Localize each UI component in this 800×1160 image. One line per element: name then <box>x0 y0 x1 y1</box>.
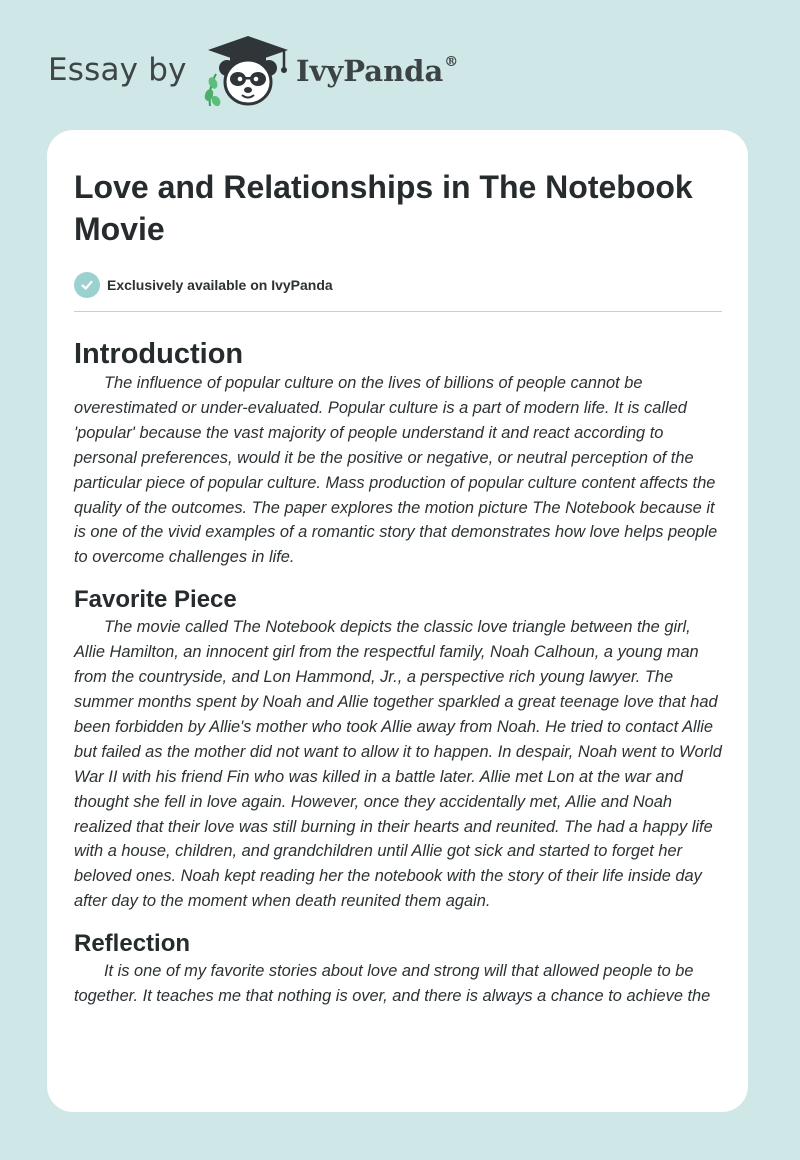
exclusive-badge-text: Exclusively available on IvyPanda <box>107 277 333 293</box>
heading-introduction: Introduction <box>74 338 244 370</box>
checkmark-icon <box>80 278 94 292</box>
heading-favorite-piece: Favorite Piece <box>74 586 237 614</box>
check-circle-icon <box>74 272 100 298</box>
brand-name[interactable] <box>296 54 458 88</box>
paragraph-introduction: The influence of popular culture on the lives of billions of people cannot be overestimated or under-evaluated. Popular culture is a part of modern life. It is called 'popular' because the vast majority of people understand it and react according to personal preferences, would it be the positive or negative, or neutral perception of the particular piece of popular culture. Mass production of popular culture content affects the quality of the outcomes. The paper explores the motion picture The Notebook because it is one of the vivid examples of a romantic story that demonstrates how love helps people to overcome challenges in life. <box>74 374 718 567</box>
registered-mark: ® <box>444 54 459 71</box>
article-body <box>74 166 724 1009</box>
paragraph-favorite-piece: The movie called The Notebook depicts the classic love triangle between the girl, Allie Hamilton, an innocent girl from the respectful family, Noah Calhoun, a young man from the countryside, and Lon Hammond, Jr., a perspective rich young lawyer. The summer months spent by Noah and Allie together sparkled a great teenage love that had been forbidden by Allie's mother who took Allie away from Noah. He tried to contact Allie but failed as the mother did not want to allow it to happen. In despair, Noah went to World War II with his friend Fin who was killed in a battle later. Allie met Lon at the war and thought she fell in love again. However, once they accidentally met, Allie and Noah realized that their love was still burning in their hearts and reunited. The had a happy life with a house, children, and grandchildren until Allie got sick and started to forget her beloved ones. Noah kept reading her the notebook with the story of their life inside day after day to the moment when death reunited them again. <box>74 618 722 911</box>
brand-text: IvyPanda <box>296 54 444 88</box>
essay-by-label: Essay by <box>48 52 187 88</box>
heading-reflection: Reflection <box>74 930 191 958</box>
article-title: Love and Relationships in The Notebook Movie <box>74 169 693 247</box>
panda-graduate-icon[interactable] <box>200 34 292 108</box>
title-divider <box>74 311 722 312</box>
paragraph-reflection: It is one of my favorite stories about love and strong will that allowed people to be together. It teaches me that nothing is over, and there is always a chance to achieve the <box>74 962 711 1006</box>
site-header <box>0 0 800 130</box>
article-card <box>47 130 748 1112</box>
exclusive-badge <box>74 271 724 299</box>
